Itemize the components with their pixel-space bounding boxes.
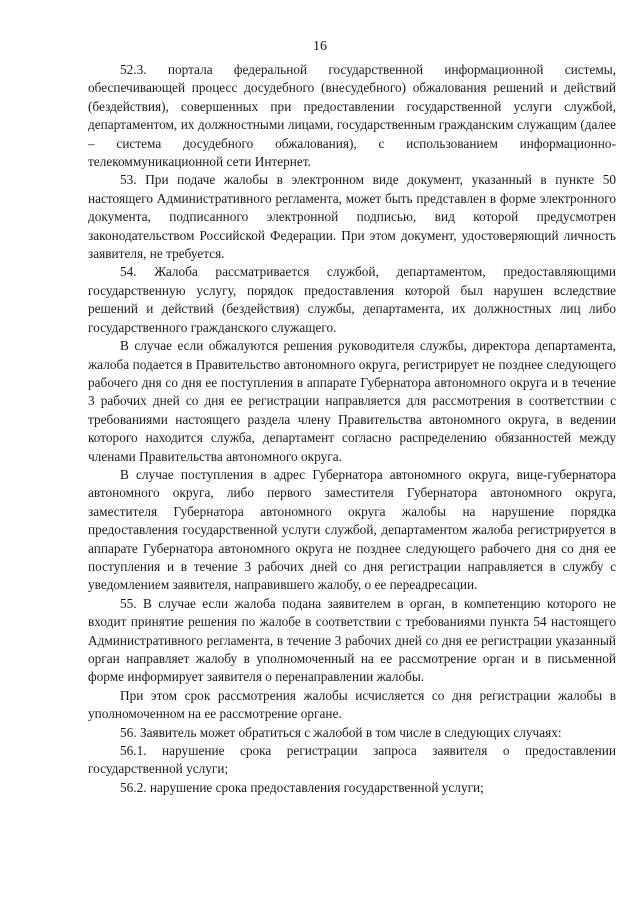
page-number: 16 (313, 39, 327, 54)
paragraph-54-appeal-governor: В случае поступления в адрес Губернатора автономного округа, вице-губернатора автономного округа, либо первого заместителя Губернатора автономного округа, заместителя Губернатора автономного округа жалобы на нарушение порядка предоставления государственной услуги службой, департаментом жалоба регистрируется в аппарате Губернатора автономного округа не позднее следующего рабочего дня со дня ее поступления и в течение 3 рабочих дней со дня регистрации направляется в службу с уведомлением заявителя, направившего жалобу, о ее переадресации. (88, 466, 616, 593)
paragraph-56: 56. Заявитель может обратиться с жалобой в том числе в следующих случаях: (120, 724, 562, 740)
paragraph-54: 54. Жалоба рассматривается службой, департаментом, предоставляющими государственную услугу, порядок предоставления которой был нарушен вследствие решений и действий (бездействия) службы, департамента, их должностных лиц либо государственного гражданского служащего. (88, 264, 616, 335)
paragraph-55-term: При этом срок рассмотрения жалобы исчисляется со дня регистрации жалобы в уполномоченном на ее рассмотрение органе. (88, 687, 616, 722)
paragraph-56-2: 56.2. нарушение срока предоставления государственной услуги; (120, 779, 484, 795)
paragraph-55: 55. В случае если жалоба подана заявителем в орган, в компетенцию которого не входит принятие решения по жалобе в соответствии с требованиями пункта 54 настоящего Административного регламента, в течение 3 рабочих дней со дня ее регистрации указанный орган направляет жалобу в уполномоченный на ее рассмотрение орган и в письменной форме информирует заявителя о перенаправлении жалобы. (88, 595, 616, 685)
paragraph-54-appeal-director: В случае если обжалуются решения руководителя службы, директора департамента, жалоба подается в Правительство автономного округа, регистрирует не позднее следующего рабочего дня со дня ее поступления в аппарате Губернатора автономного округа и в течение 3 рабочих дней со дня ее регистрации направляется для рассмотрения в соответствии с требованиями настоящего раздела члену Правительства автономного округа, в ведении которого находится служба, департамент согласно распределению обязанностей между членами Правительства автономного округа. (88, 338, 616, 464)
paragraph-52-3: 52.3. портала федеральной государственной информационной системы, обеспечивающей процесс досудебного (внесудебного) обжалования решений и действий (бездействия), совершенных при предоставлении государственной услуги службой, департаментом, их должностными лицами, государственным гражданским служащим (далее – система досудебного обжалования), с использованием информационно-телекоммуникационной сети Интернет. (88, 62, 616, 170)
document-body (88, 61, 616, 797)
paragraph-56-1: 56.1. нарушение срока регистрации запроса заявителя о предоставлении государственной услуги; (88, 743, 616, 777)
paragraph-53: 53. При подаче жалобы в электронном виде документ, указанный в пункте 50 настоящего Административного регламента, может быть представлен в форме электронного документа, подписанного электронной подписью, вид которой предусмотрен законодательством Российской Федерации. При этом документ, удостоверяющий личность заявителя, не требуется. (88, 172, 616, 262)
